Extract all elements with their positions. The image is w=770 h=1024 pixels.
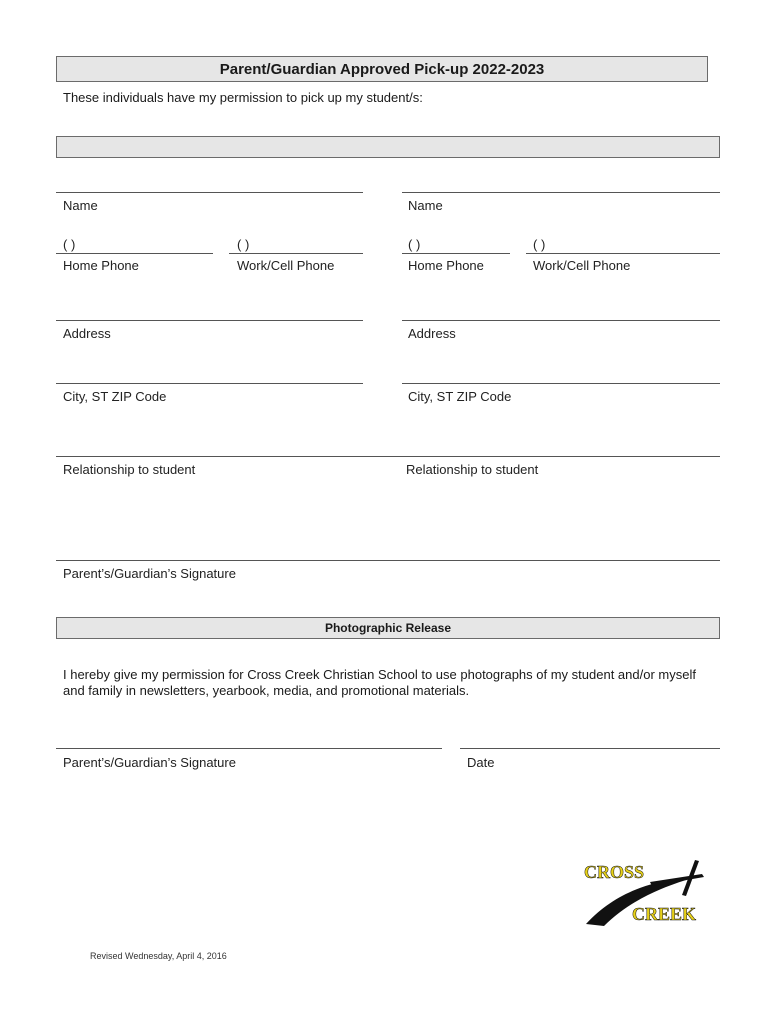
relationship-label-1: Relationship to student — [63, 462, 196, 477]
name-line-1[interactable] — [56, 192, 363, 193]
form-title: Parent/Guardian Approved Pick-up 2022-2023 — [56, 56, 708, 82]
work-phone-label-2: Work/Cell Phone — [533, 258, 631, 273]
date-label: Date — [467, 755, 495, 770]
logo-line2: CREEK — [632, 904, 697, 924]
address-label-1: Address — [63, 326, 111, 341]
revised-date: Revised Wednesday, April 4, 2016 — [90, 951, 227, 961]
work-phone-line-2[interactable] — [526, 253, 720, 254]
address-line-1[interactable] — [56, 320, 363, 321]
signature-line-1[interactable] — [56, 560, 720, 561]
signature-label-2: Parent’s/Guardian’s Signature — [63, 755, 236, 770]
city-label-2: City, ST ZIP Code — [408, 389, 512, 404]
photo-release-heading: Photographic Release — [56, 617, 720, 639]
city-line-1[interactable] — [56, 383, 363, 384]
relationship-label-2: Relationship to student — [406, 462, 539, 477]
work-phone-label-1: Work/Cell Phone — [237, 258, 335, 273]
logo-line1: CROSS — [584, 862, 645, 882]
cross-creek-logo — [582, 856, 712, 928]
home-phone-line-1[interactable] — [56, 253, 213, 254]
date-line[interactable] — [460, 748, 720, 749]
student-name-field[interactable] — [56, 136, 720, 158]
intro-text: These individuals have my permission to pick up my student/s: — [63, 90, 423, 105]
address-label-2: Address — [408, 326, 456, 341]
relationship-line[interactable] — [56, 456, 720, 457]
address-line-2[interactable] — [402, 320, 720, 321]
home-phone-paren-2: ( ) — [408, 237, 421, 252]
signature-label-1: Parent’s/Guardian’s Signature — [63, 566, 236, 581]
name-line-2[interactable] — [402, 192, 720, 193]
work-phone-line-1[interactable] — [229, 253, 363, 254]
name-label-1: Name — [63, 198, 98, 213]
work-phone-paren-2: ( ) — [533, 237, 546, 252]
photo-release-text: I hereby give my permission for Cross Creek Christian School to use photographs of my student and/or myself and family in newsletters, yearbook, media, and promotional materials. — [63, 667, 696, 698]
logo-cross-bar — [650, 874, 704, 886]
home-phone-line-2[interactable] — [402, 253, 510, 254]
city-line-2[interactable] — [402, 383, 720, 384]
signature-line-2[interactable] — [56, 748, 442, 749]
city-label-1: City, ST ZIP Code — [63, 389, 167, 404]
home-phone-label-2: Home Phone — [408, 258, 484, 273]
work-phone-paren-1: ( ) — [237, 237, 250, 252]
home-phone-paren-1: ( ) — [63, 237, 76, 252]
name-label-2: Name — [408, 198, 443, 213]
home-phone-label-1: Home Phone — [63, 258, 139, 273]
